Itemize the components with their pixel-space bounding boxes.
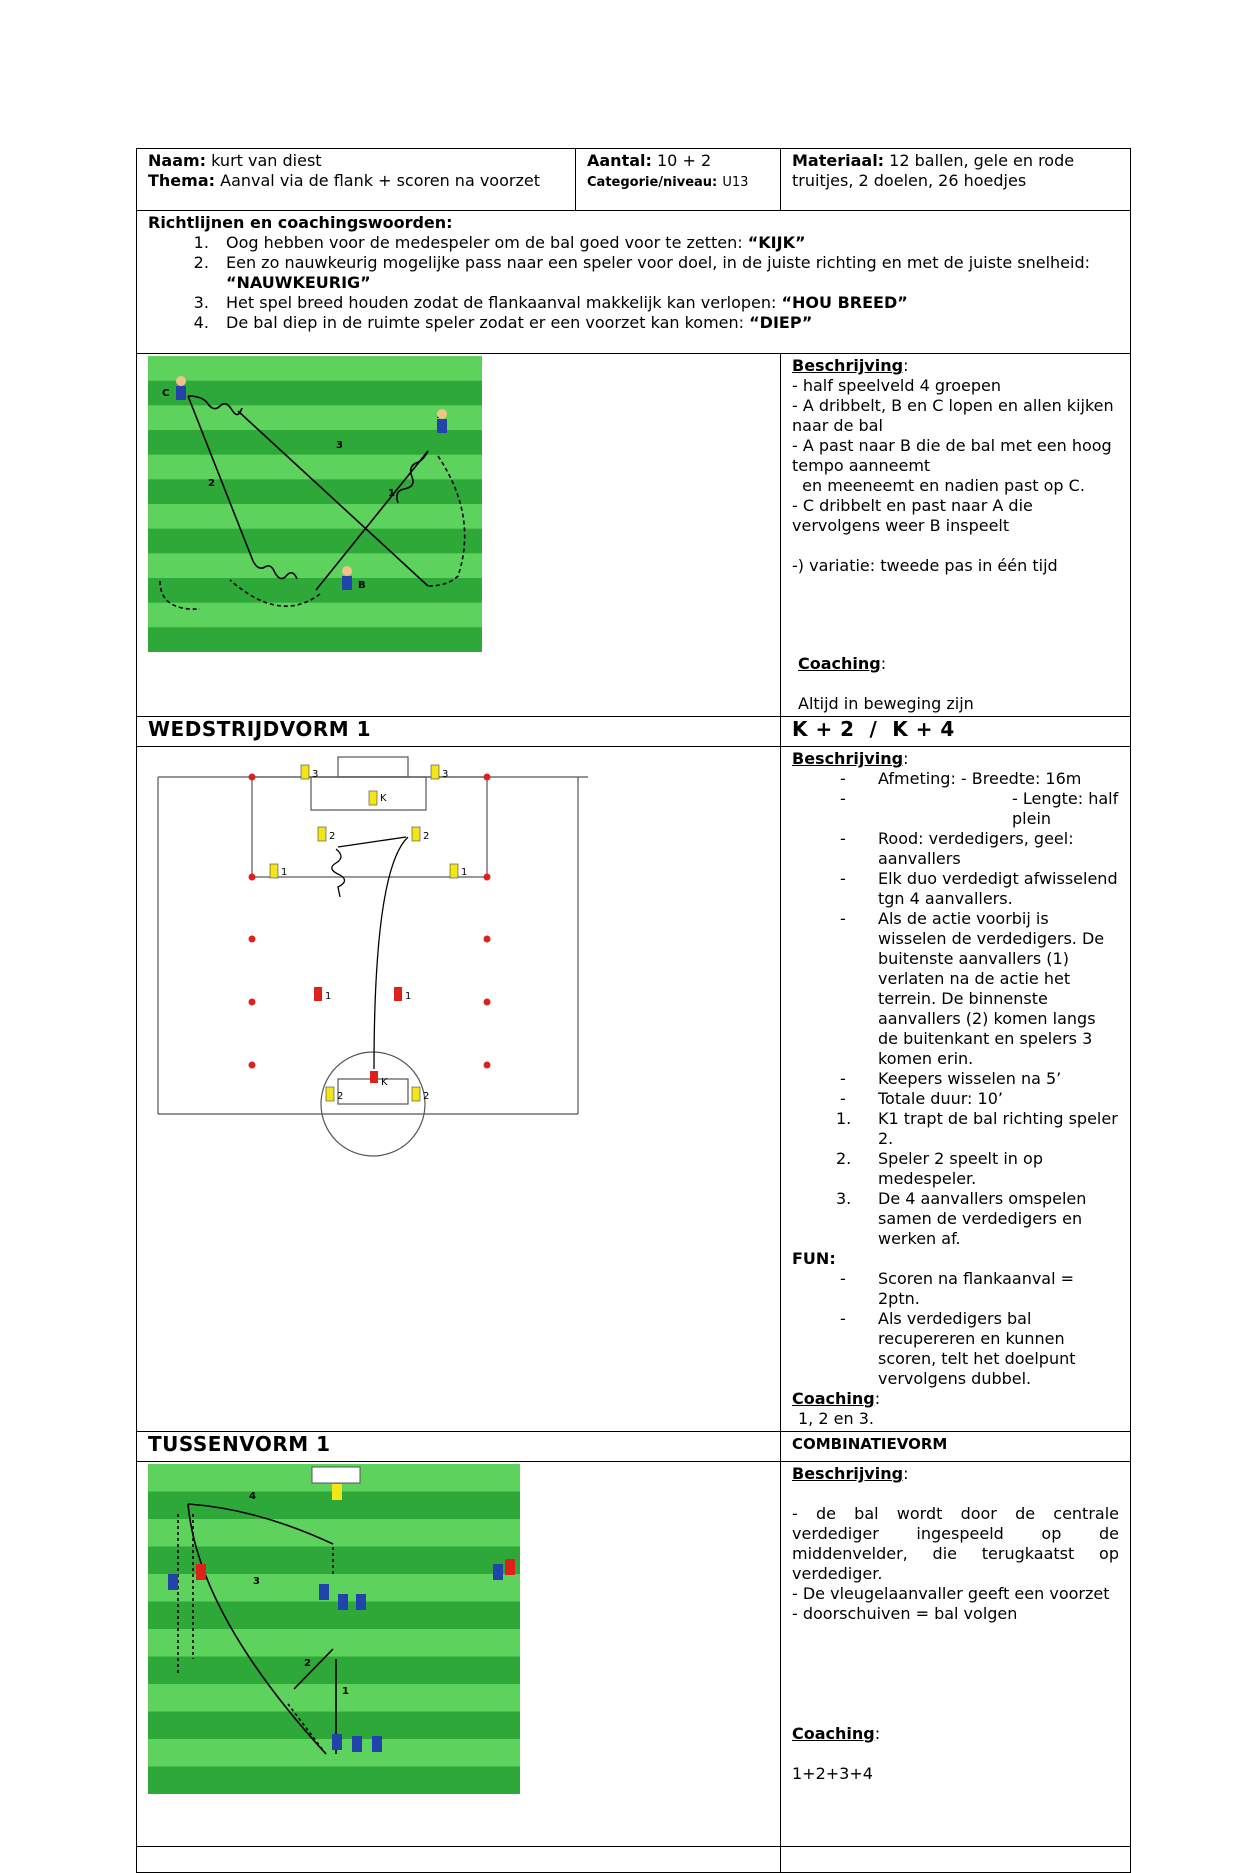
drill1-line: en meeneemt en nadien past op C. [792, 476, 1085, 495]
drill1-variation: -) variatie: tweede pas in één tijd [792, 556, 1058, 575]
svg-text:3: 3 [442, 769, 449, 780]
tussenvorm-line: - de bal wordt door de centrale verdediger ingespeeld op de middenvelder, die terugkaatst op verdediger. [792, 1504, 1119, 1583]
guideline-item: 3. Het spel breed houden zodat de flankaanval makkelijk kan verlopen: “HOU BREED” [214, 293, 1119, 313]
drill1-line: - half speelveld 4 groepen [792, 376, 1002, 395]
tussenvorm-beschrijving-label: Beschrijving [792, 1464, 904, 1483]
naam-label: Naam: [148, 151, 207, 170]
step-item: 2. Speler 2 speelt in op medespeler. [836, 1149, 1043, 1188]
grass-stripe [148, 529, 482, 554]
training-sheet-table [136, 148, 1131, 1873]
wedstrijdvorm-text-cell: Beschrijving: - Afmeting: - Breedte: 16m - - Lengte: half plein - Rood: verdedigers, geel: aanvallers - Elk duo verdedigt afwisselend tgn 4 aanvallers. - Als de actie voorbij is wisselen de verdedigers. De buitenste aanvallers (1) verlaten na de actie het terrein. De binnenste aanvallers (2) komen langs de buitenkant en spelers 3 komen erin. - Keepers wisselen na 5’ - Totale duur: 10’ 1. K1 trapt de bal richting speler 2. 2. Speler 2 speelt in op medespeler. 3. De 4 aanvallers omspelen samen de verdedigers en werken af. FUN: - Scoren na flankaanval = 2ptn. - Als verdedigers bal recupereren en kunnen scoren, telt het doelpunt vervolgens dubbel. Coaching: 1, 2 en 3. [781, 747, 1131, 1432]
svg-text:2: 2 [329, 831, 336, 842]
tussenvorm-subtitle-cell [781, 1432, 1131, 1462]
guidelines-title: Richtlijnen en coachingswoorden: [148, 213, 453, 232]
wedstrijdvorm-dash-list [792, 769, 1119, 1109]
fun-item: - Als verdedigers bal recupereren en kunnen scoren, telt het doelpunt vervolgens dubbel. [792, 1309, 1119, 1389]
grass-stripe [148, 1657, 520, 1685]
svg-text:2: 2 [304, 1658, 311, 1669]
svg-text:1: 1 [342, 1686, 349, 1697]
grass-stripe [148, 356, 482, 381]
svg-text:1: 1 [325, 991, 332, 1002]
tussenvorm-diagram-cell [137, 1462, 781, 1847]
svg-text:B: B [358, 580, 366, 591]
tussenvorm-title-cell [137, 1432, 781, 1462]
svg-text:2: 2 [208, 478, 215, 489]
tussenvorm-coaching-label: Coaching [792, 1724, 875, 1743]
tussenvorm-diagram [148, 1464, 520, 1794]
empty-cell [781, 1847, 1131, 1873]
tussenvorm-subtitle: COMBINATIEVORM [792, 1435, 948, 1453]
svg-text:1: 1 [388, 488, 395, 499]
categorie-label: Categorie/niveau: [587, 175, 718, 190]
svg-text:4: 4 [249, 1491, 256, 1502]
fun-item: - Scoren na flankaanval = 2ptn. [792, 1269, 1119, 1309]
wedstrijdvorm-diagram-cell [137, 747, 781, 1432]
svg-text:2: 2 [337, 1091, 344, 1102]
guideline-item: 4. De bal diep in de ruimte speler zodat er een voorzet kan komen: “DIEP” [214, 313, 1119, 333]
aantal-cell [576, 149, 781, 211]
grass-stripe [148, 381, 482, 406]
fun-label: FUN: [792, 1249, 836, 1268]
grass-stripe [148, 1767, 520, 1795]
drill1-diagram-cell [137, 354, 781, 717]
wedstrijdvorm-title: WEDSTRIJDVORM 1 [148, 717, 372, 741]
wedstrijdvorm-steps [792, 1109, 1119, 1249]
grass-stripe [148, 1629, 520, 1657]
guideline-item: 2. Een zo nauwkeurig mogelijke pass naar een speler voor doel, in de juiste richting en met de juiste snelheid: “NAUWKEURIG” [214, 253, 1119, 293]
svg-text:1: 1 [461, 867, 468, 878]
drill1-line: - A past naar B die de bal met een hoog tempo aanneemt [792, 436, 1112, 475]
grass-stripe [148, 430, 482, 455]
svg-text:3: 3 [336, 440, 343, 451]
grass-stripe [148, 1519, 520, 1547]
step-item: 1. K1 trapt de bal richting speler 2. [836, 1109, 1118, 1148]
svg-text:2: 2 [423, 1091, 430, 1102]
categorie-value: U13 [722, 175, 749, 190]
aantal-label: Aantal: [587, 151, 652, 170]
wedstrijdvorm-diagram [148, 749, 588, 1159]
wedstrijdvorm-subtitle: K + 2 / K + 4 [792, 717, 955, 741]
thema-label: Thema: [148, 171, 216, 190]
svg-text:C: C [162, 388, 170, 399]
grass-stripe [148, 455, 482, 480]
wedstrijdvorm-dash-item: - Rood: verdedigers, geel: aanvallers [792, 829, 1119, 869]
aantal-value: 10 + 2 [657, 151, 712, 170]
afmeting-lengte: - - Lengte: half plein [792, 789, 1119, 829]
guidelines-list [148, 233, 1119, 333]
afmeting-item: - Afmeting: - Breedte: 16m [792, 769, 1119, 789]
wedstrijdvorm-dash-item: - Elk duo verdedigt afwisselend tgn 4 aanvallers. [792, 869, 1119, 909]
drill1-diagram [148, 356, 482, 652]
tussenvorm-line: - De vleugelaanvaller geeft een voorzet [792, 1584, 1110, 1603]
materiaal-cell [781, 149, 1131, 211]
tussenvorm-coaching-text: 1+2+3+4 [792, 1764, 873, 1783]
drill1-line: - A dribbelt, B en C lopen en allen kijken naar de bal [792, 396, 1114, 435]
svg-text:1: 1 [405, 991, 412, 1002]
wedstrijdvorm-dash-item: - Totale duur: 10’ [792, 1089, 1119, 1109]
tussenvorm-text-cell: Beschrijving: - de bal wordt door de centrale verdediger ingespeeld op de middenvelder, die terugkaatst op verdediger. - De vleugelaanvaller geeft een voorzet - doorschuiven = bal volgen Coaching: 1+2+3+4 [781, 1462, 1131, 1847]
naam-value: kurt van diest [211, 151, 322, 170]
grass-stripe [148, 627, 482, 652]
svg-text:3: 3 [312, 769, 319, 780]
tussenvorm-line: - doorschuiven = bal volgen [792, 1604, 1018, 1623]
drill1-beschrijving-label: Beschrijving [792, 356, 904, 375]
step-item: 3. De 4 aanvallers omspelen samen de verdedigers en werken af. [836, 1189, 1087, 1248]
grass-stripe [148, 1602, 520, 1630]
tussenvorm-title: TUSSENVORM 1 [148, 1432, 331, 1456]
svg-text:K: K [381, 1077, 388, 1088]
svg-text:1: 1 [281, 867, 288, 878]
grass-stripe [148, 1684, 520, 1712]
grass-stripe [148, 504, 482, 529]
wedstrijdvorm-coaching-text: 1, 2 en 3. [798, 1409, 874, 1428]
guidelines-cell [137, 211, 1131, 354]
svg-text:2: 2 [423, 831, 430, 842]
svg-text:3: 3 [253, 1576, 260, 1587]
wedstrijdvorm-coaching-label: Coaching [792, 1389, 875, 1408]
drill1-line: - C dribbelt en past naar A die vervolgens weer B inspeelt [792, 496, 1033, 535]
empty-cell [137, 1847, 781, 1873]
naam-thema-cell [137, 149, 576, 211]
wedstrijdvorm-dash-item: - Als de actie voorbij is wisselen de verdedigers. De buitenste aanvallers (1) verlaten na de actie het terrein. De binnenste aanvallers (2) komen langs de buitenkant en spelers 3 komen erin. [792, 909, 1119, 1069]
wedstrijdvorm-dash-item: - Keepers wisselen na 5’ [792, 1069, 1119, 1089]
svg-text:K: K [380, 793, 387, 804]
guideline-item: 1. Oog hebben voor de medespeler om de bal goed voor te zetten: “KIJK” [214, 233, 1119, 253]
materiaal-value: 12 ballen, gele en rode truitjes, 2 doelen, 26 hoedjes [792, 151, 1075, 190]
grass-stripe [148, 405, 482, 430]
fun-list [792, 1269, 1119, 1389]
wedstrijdvorm-subtitle-cell [781, 717, 1131, 747]
grass-stripe [148, 603, 482, 628]
materiaal-label: Materiaal: [792, 151, 885, 170]
grass-stripe [148, 578, 482, 603]
grass-stripe [148, 553, 482, 578]
wedstrijdvorm-title-cell [137, 717, 781, 747]
drill1-coaching-text: Altijd in beweging zijn [798, 694, 974, 713]
wedstrijdvorm-beschrijving-label: Beschrijving [792, 749, 904, 768]
drill1-text-cell: Beschrijving: - half speelveld 4 groepen - A dribbelt, B en C lopen en allen kijken naar de bal - A past naar B die de bal met een hoog tempo aanneemt en meeneemt en nadien past op C. - C dribbelt en past naar A die vervolgens weer B inspeelt -) variatie: tweede pas in één tijd Coaching: Altijd in beweging zijn [781, 354, 1131, 717]
grass-stripe [148, 479, 482, 504]
thema-value: Aanval via de flank + scoren na voorzet [220, 171, 540, 190]
drill1-coaching-label: Coaching [798, 654, 881, 673]
